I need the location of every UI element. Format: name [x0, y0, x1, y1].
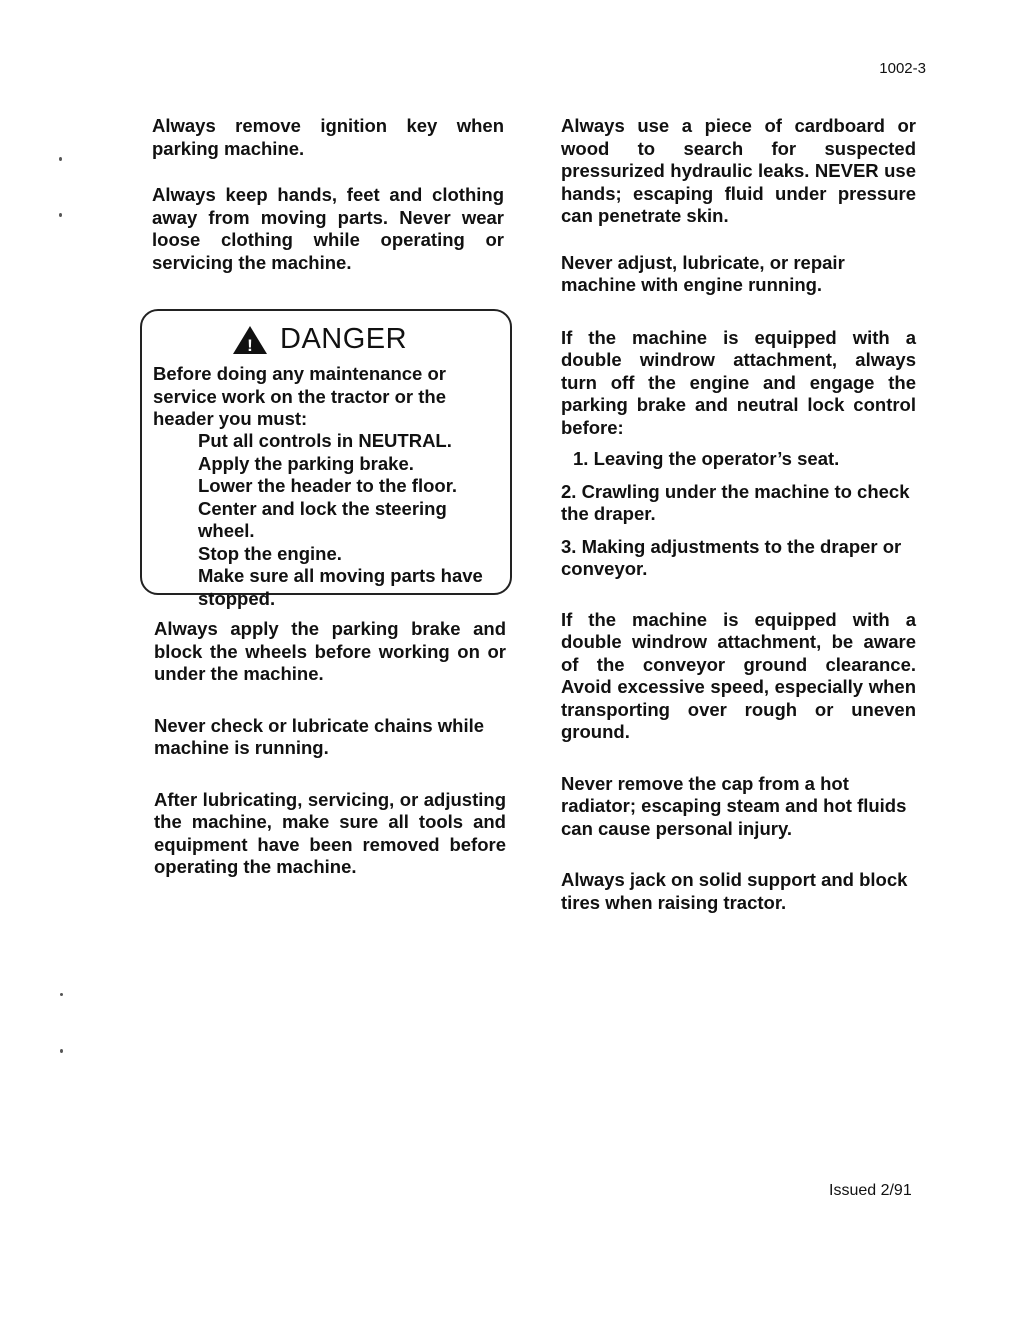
conveyor-clearance-paragraph: If the machine is equipped with a double windrow attachment, be aware of the conveyor ground clearance. Avoid excessive speed, especially when transporting over rough or uneven ground.: [561, 608, 916, 742]
danger-title: DANGER: [280, 323, 408, 355]
step-item: 2. Crawling under the machine to check the draper.: [561, 480, 910, 524]
danger-item: Put all controls in NEUTRAL.: [198, 430, 452, 451]
chains-paragraph: Never check or lubricate chains while machine is running.: [154, 714, 485, 758]
left-column-lower: [154, 618, 506, 879]
danger-box: [140, 309, 512, 609]
danger-item: Make sure all moving parts have stopped.: [198, 565, 483, 609]
scan-speck: [60, 993, 63, 996]
step-item: 1. Leaving the operator’s seat.: [573, 448, 840, 469]
left-column: [152, 115, 507, 274]
right-column: [561, 115, 916, 914]
hydraulic-leaks-paragraph: Always use a piece of cardboard or wood to search for suspected pressurized hydraulic leaks. NEVER use hands; escaping fluid under pressure can penetrate skin.: [561, 115, 916, 226]
scan-speck: [59, 213, 62, 217]
radiator-paragraph: Never remove the cap from a hot radiator; escaping steam and hot fluids can cause personal injury.: [561, 772, 907, 839]
danger-header: [232, 323, 407, 356]
scan-speck: [59, 157, 62, 161]
after-servicing-paragraph: After lubricating, servicing, or adjusting the machine, make sure all tools and equipment have been removed before operating the machine.: [154, 788, 506, 877]
engine-running-paragraph: Never adjust, lubricate, or repair machine with engine running.: [561, 251, 845, 295]
steps-list: [561, 448, 916, 581]
parking-brake-paragraph: Always apply the parking brake and block the wheels before working on or under the machine.: [154, 618, 506, 684]
danger-item: Stop the engine.: [198, 542, 342, 564]
danger-item: Lower the header to the floor.: [198, 475, 458, 496]
jack-support-paragraph: Always jack on solid support and block tires when raising tractor.: [561, 869, 908, 913]
danger-item: Apply the parking brake.: [198, 452, 414, 474]
scan-speck: [60, 1049, 63, 1053]
ignition-key-paragraph: Always remove ignition key when parking machine.: [152, 115, 504, 159]
step-item: 3. Making adjustments to the draper or conveyor.: [561, 535, 902, 579]
page-number: 1002-3: [879, 60, 926, 77]
double-windrow-paragraph: If the machine is equipped with a double windrow attachment, always turn off the engine and engage the parking brake and neutral lock control before:: [561, 326, 916, 438]
danger-intro: Before doing any maintenance or service work on the tractor or the header you must:: [153, 363, 447, 429]
danger-item: Center and lock the steering wheel.: [198, 497, 447, 541]
warning-triangle-icon: [232, 325, 268, 355]
danger-list: [198, 430, 508, 610]
svg-text:!: !: [247, 335, 253, 355]
moving-parts-paragraph: Always keep hands, feet and clothing away from moving parts. Never wear loose clothing while operating or servicing the machine.: [152, 184, 504, 273]
issued-date: Issued 2/91: [829, 1182, 912, 1199]
